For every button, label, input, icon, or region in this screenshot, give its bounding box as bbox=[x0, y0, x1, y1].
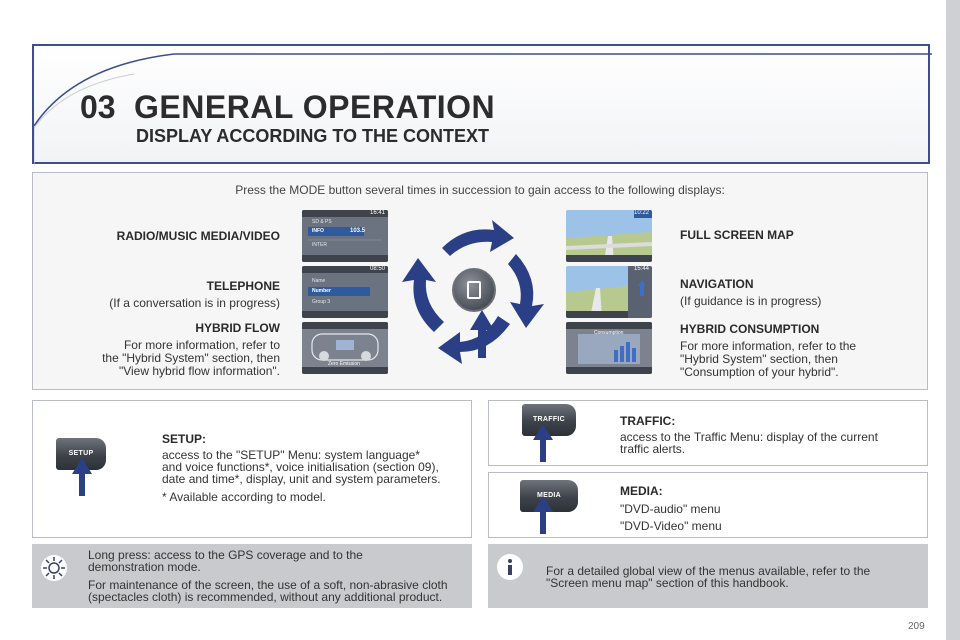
media-item: "DVD-Video" menu bbox=[620, 519, 722, 533]
page-title: GENERAL OPERATION bbox=[134, 89, 496, 125]
media-title: MEDIA: bbox=[620, 484, 663, 498]
traffic-arrow-icon bbox=[533, 424, 553, 464]
media-button[interactable]: MEDIA bbox=[520, 480, 578, 512]
radio-screen-time: 16:41 bbox=[369, 210, 385, 216]
arrow-up-left bbox=[402, 258, 444, 332]
info-icon bbox=[496, 553, 524, 581]
setup-text-block bbox=[162, 432, 462, 511]
screen-navigation bbox=[566, 266, 652, 318]
page-subtitle: DISPLAY ACCORDING TO THE CONTEXT bbox=[136, 126, 490, 146]
radio-screen-row: SD & PS bbox=[312, 219, 332, 225]
setup-footnote: * Available according to model. bbox=[162, 490, 326, 504]
phone-screen-row: Name bbox=[312, 278, 326, 284]
screen-telephone bbox=[302, 266, 388, 318]
page-number: 209 bbox=[908, 621, 925, 632]
media-arrow-icon bbox=[533, 496, 553, 536]
info-text: For a detailed global view of the menus available, refer to the "Screen menu map" section of this handbook. bbox=[546, 564, 871, 590]
setup-button[interactable]: SETUP bbox=[56, 438, 106, 470]
screen-radio bbox=[302, 210, 388, 262]
mode-fullmap-label: FULL SCREEN MAP bbox=[680, 228, 794, 242]
traffic-description: access to the Traffic Menu: display of the current traffic alerts. bbox=[620, 430, 878, 456]
intro-text: Press the MODE button several times in succession to gain access to the following displays: bbox=[235, 183, 725, 197]
arrow-down-right bbox=[508, 254, 544, 328]
tip-text bbox=[88, 549, 468, 609]
page-edge-bar bbox=[946, 0, 960, 640]
phone-screen-row: Group 3 bbox=[312, 299, 331, 305]
mode-hybrid-flow-label: HYBRID FLOW For more information, refer to the "Hybrid System" section, then "View hybrid flow information". bbox=[102, 321, 280, 378]
fullmap-screen-time: 10:22 bbox=[633, 210, 649, 216]
radio-screen-frequency: 103.5 bbox=[350, 228, 366, 234]
tip-long-press: Long press: access to the GPS coverage and to the demonstration mode. bbox=[88, 548, 363, 574]
phone-screen-time: 08:50 bbox=[369, 266, 385, 272]
screen-hybrid-flow bbox=[302, 322, 388, 374]
arrow-down-left bbox=[438, 316, 510, 364]
traffic-title: TRAFFIC: bbox=[620, 414, 676, 428]
media-text-block bbox=[620, 484, 920, 540]
radio-screen-row: INTER bbox=[312, 242, 327, 248]
nav-screen-time: 15:44 bbox=[633, 266, 649, 272]
mode-button[interactable] bbox=[452, 268, 496, 312]
mode-navigation-label: NAVIGATION (If guidance is in progress) bbox=[680, 277, 822, 308]
sun-icon bbox=[40, 554, 68, 582]
traffic-text-block bbox=[620, 414, 920, 463]
traffic-button[interactable]: TRAFFIC bbox=[522, 404, 576, 436]
chapter-header bbox=[32, 44, 930, 164]
screen-hybrid-consumption bbox=[566, 322, 652, 374]
screen-full-map bbox=[566, 210, 652, 262]
mode-document-icon bbox=[467, 281, 481, 299]
arrow-up-right bbox=[442, 220, 514, 256]
phone-screen-row: Number bbox=[312, 288, 331, 294]
tip-maintenance: For maintenance of the screen, the use of a soft, non-abrasive cloth (spectacles cloth) is recommended, without any additional product. bbox=[88, 578, 448, 604]
mode-radio-label: RADIO/MUSIC MEDIA/VIDEO bbox=[116, 229, 280, 243]
radio-screen-row: INFO bbox=[312, 228, 324, 234]
mode-telephone-label: TELEPHONE (If a conversation is in progress) bbox=[109, 279, 280, 310]
flow-screen-label: Zero Emission bbox=[328, 361, 360, 367]
chapter-number: 03 bbox=[80, 89, 116, 125]
consumption-screen-label: Consumption bbox=[594, 330, 624, 336]
setup-title: SETUP: bbox=[162, 432, 207, 446]
media-item: "DVD-audio" menu bbox=[620, 502, 721, 516]
mode-hybrid-consumption-label: HYBRID CONSUMPTION For more information, refer to the "Hybrid System" section, then "Consumption of your hybrid". bbox=[680, 322, 857, 379]
setup-description: access to the "SETUP" Menu: system language* and voice functions*, voice initialisation (section 09), date and time*, display, unit and system parameters. bbox=[162, 448, 441, 486]
setup-arrow-icon bbox=[72, 458, 92, 498]
